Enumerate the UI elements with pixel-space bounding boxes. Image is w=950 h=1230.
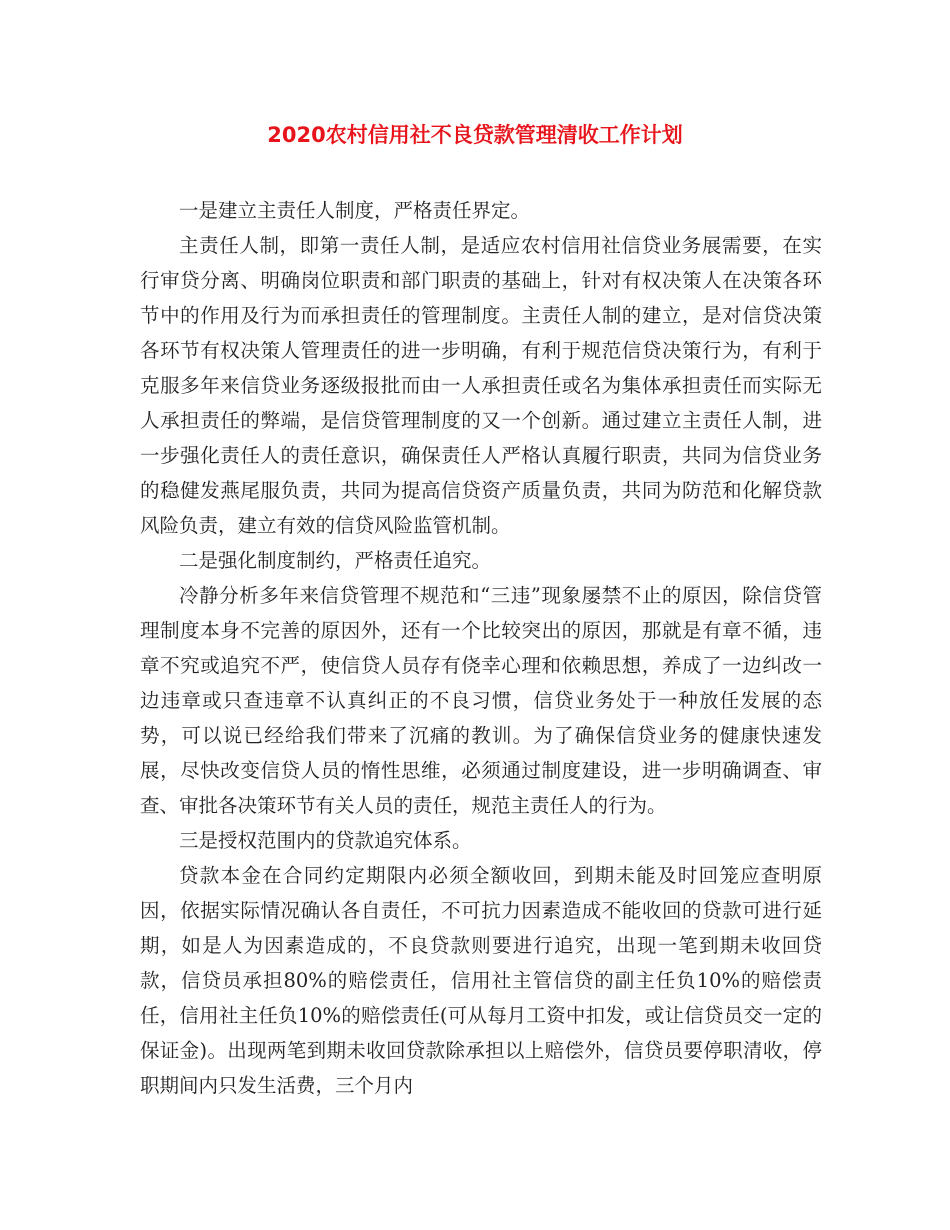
paragraph-heading-3: 三是授权范围内的贷款追究体系。 (179, 829, 472, 852)
paragraph-heading-2: 二是强化制度制约，严格责任追究。 (179, 549, 492, 572)
paragraph: 贷款本金在合同约定期限内必须全额收回，到期未能及时回笼应查明原因，依据实际情况确认各自责任，不可抗力因素造成不能收回的贷款可进行延期，如是人为因素造成的，不良贷款则要进行追究，出现一笔到期未收回贷款，信贷员承担80%的赔偿责任，信用社主管信贷的副主任负10%的赔偿责任，信用社主任负10%的赔偿责任(可从每月工资中扣发，或让信贷员交一定的保证金)。出现两笔到期未收回贷款除承担以上赔偿外，信贷员要停职清收，停职期间内只发生活费，三个月内 (140, 864, 822, 1097)
document-title: 2020农村信用社不良贷款管理清收工作计划 (267, 123, 683, 147)
paragraph: 主责任人制，即第一责任人制，是适应农村信用社信贷业务展需要，在实行审贷分离、明确岗位职责和部门职责的基础上，针对有权决策人在决策各环节中的作用及行为而承担责任的管理制度。主责任人制的建立，是对信贷决策各环节有权决策人管理责任的进一步明确，有利于规范信贷决策行为，有利于克服多年来信贷业务逐级报批而由一人承担责任或名为集体承担责任而实际无人承担责任的弊端，是信贷管理制度的又一个创新。通过建立主责任人制，进一步强化责任人的责任意识，确保责任人严格认真履行职责，共同为信贷业务的稳健发燕尾服负责，共同为提高信贷资产质量负责，共同为防范和化解贷款风险负责，建立有效的信贷风险监管机制。 (140, 234, 822, 537)
paragraph-heading-1: 一是建立主责任人制度，严格责任界定。 (179, 199, 531, 222)
paragraph: 冷静分析多年来信贷管理不规范和“三违”现象屡禁不止的原因，除信贷管理制度本身不完善的原因外，还有一个比较突出的原因，那就是有章不循，违章不究或追究不严，使信贷人员存有侥幸心理和依赖思想，养成了一边纠改一边违章或只查违章不认真纠正的不良习惯，信贷业务处于一种放任发展的态势，可以说已经给我们带来了沉痛的教训。为了确保信贷业务的健康快速发展，尽快改变信贷人员的惰性思维，必须通过制度建设，进一步明确调查、审查、审批各决策环节有关人员的责任，规范主责任人的行为。 (140, 584, 822, 817)
document-body (140, 193, 822, 1103)
